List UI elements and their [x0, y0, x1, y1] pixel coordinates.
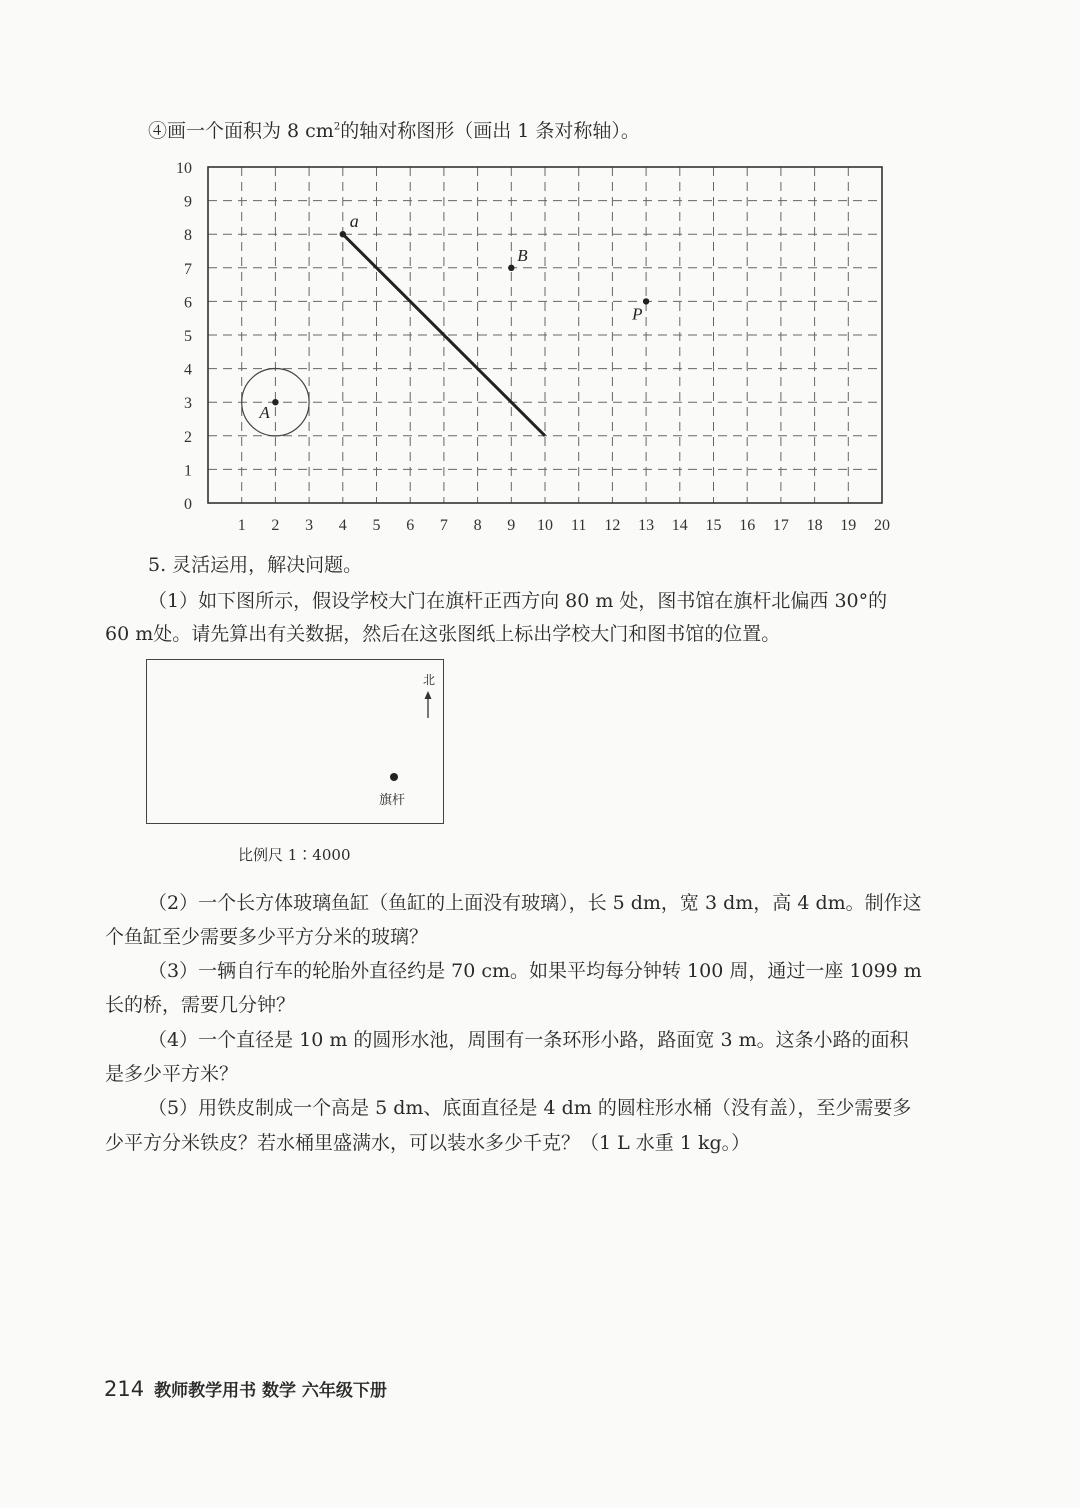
y-tick-label: 5	[184, 328, 192, 345]
x-tick-label: 1	[237, 517, 246, 534]
y-tick-label: 9	[184, 193, 192, 211]
x-tick-label: 13	[638, 517, 655, 534]
q1-line1: （1）如下图所示，假设学校大门在旗杆正西方向 80 m 处，图书馆在旗杆北偏西 30°的	[148, 590, 888, 612]
grid-lines	[208, 167, 882, 503]
x-tick-label: 4	[338, 517, 347, 534]
section5-heading: 5. 灵活运用，解决问题。	[148, 554, 363, 576]
x-tick-label: 11	[570, 517, 587, 534]
point-label-p: P	[632, 304, 643, 324]
q2-line1: （2）一个长方体玻璃鱼缸（鱼缸的上面没有玻璃），长 5 dm，宽 3 dm，高 4 dm。制作这	[148, 892, 922, 914]
q5-line2: 少平方分米铁皮？若水桶里盛满水，可以装水多少千克？（1 L 水重 1 kg。）	[105, 1132, 751, 1154]
x-tick-label: 19	[840, 517, 857, 534]
x-tick-label: 2	[271, 517, 280, 534]
point-a	[272, 399, 278, 405]
q4-line1: （4）一个直径是 10 m 的圆形水池，周围有一条环形小路，路面宽 3 m。这条小路的面积	[148, 1029, 909, 1051]
x-tick-label: 20	[874, 517, 890, 534]
q4-line2: 是多少平方米？	[105, 1063, 239, 1085]
x-tick-label: 18	[806, 517, 823, 534]
x-tick-label: 17	[772, 517, 789, 534]
flagpole-dot	[390, 773, 398, 781]
q3-line1: （3）一辆自行车的轮胎外直径约是 70 cm。如果平均每分钟转 100 周，通过一座 1099 m	[148, 960, 922, 982]
y-tick-label: 0	[184, 496, 192, 513]
map-box	[146, 659, 444, 824]
y-tick-label: 2	[184, 428, 192, 446]
page-number: 214	[104, 1377, 145, 1401]
q5-line1: （5）用铁皮制成一个高是 5 dm、底面直径是 4 dm 的圆柱形水桶（没有盖），至少需要多	[148, 1097, 912, 1119]
x-tick-label: 14	[671, 517, 688, 534]
x-tick-label: 8	[473, 517, 482, 534]
y-tick-label: 3	[184, 395, 192, 413]
q2-line2: 个鱼缸至少需要多少平方分米的玻璃？	[105, 926, 429, 948]
point-p	[643, 298, 649, 304]
point-label-a: A	[259, 403, 270, 423]
y-tick-label: 8	[184, 227, 192, 245]
y-tick-label: 4	[184, 361, 192, 379]
x-tick-label: 16	[739, 517, 756, 534]
x-tick-label: 6	[406, 517, 415, 534]
book-title: 教师教学用书 数学 六年级下册	[154, 1381, 387, 1401]
page-footer	[104, 1376, 387, 1401]
y-tick-label: 10	[176, 160, 192, 177]
point-label-b: B	[517, 245, 528, 265]
x-tick-label: 9	[507, 517, 516, 534]
segment-a-label: a	[349, 211, 359, 232]
north-label: 北	[423, 673, 436, 687]
q3-line2: 长的桥，需要几分钟？	[105, 994, 296, 1016]
y-axis-ticks	[176, 160, 192, 513]
segment-a-endpoint	[340, 231, 346, 237]
x-tick-label: 15	[705, 517, 722, 534]
y-tick-label: 1	[184, 462, 192, 480]
map-scale: 比例尺 1∶4000	[238, 846, 351, 864]
task4-instruction: ④画一个面积为 8 $cm^2$的轴对称图形（画出 1 条对称轴）。	[148, 120, 640, 142]
x-tick-label: 7	[439, 517, 448, 534]
y-tick-label: 7	[184, 260, 192, 278]
q1-line2: 60 m处。请先算出有关数据，然后在这张图纸上标出学校大门和图书馆的位置。	[105, 623, 781, 645]
north-arrow-icon	[421, 690, 435, 720]
x-tick-label: 10	[537, 517, 553, 534]
coordinate-grid	[150, 150, 910, 545]
x-tick-label: 3	[305, 517, 314, 534]
x-axis-ticks	[238, 517, 890, 534]
flagpole-label: 旗杆	[379, 793, 406, 808]
y-tick-label: 6	[184, 294, 192, 312]
x-tick-label: 12	[604, 517, 621, 534]
point-b	[508, 265, 514, 271]
grid-points	[258, 246, 649, 422]
x-tick-label: 5	[372, 517, 381, 534]
